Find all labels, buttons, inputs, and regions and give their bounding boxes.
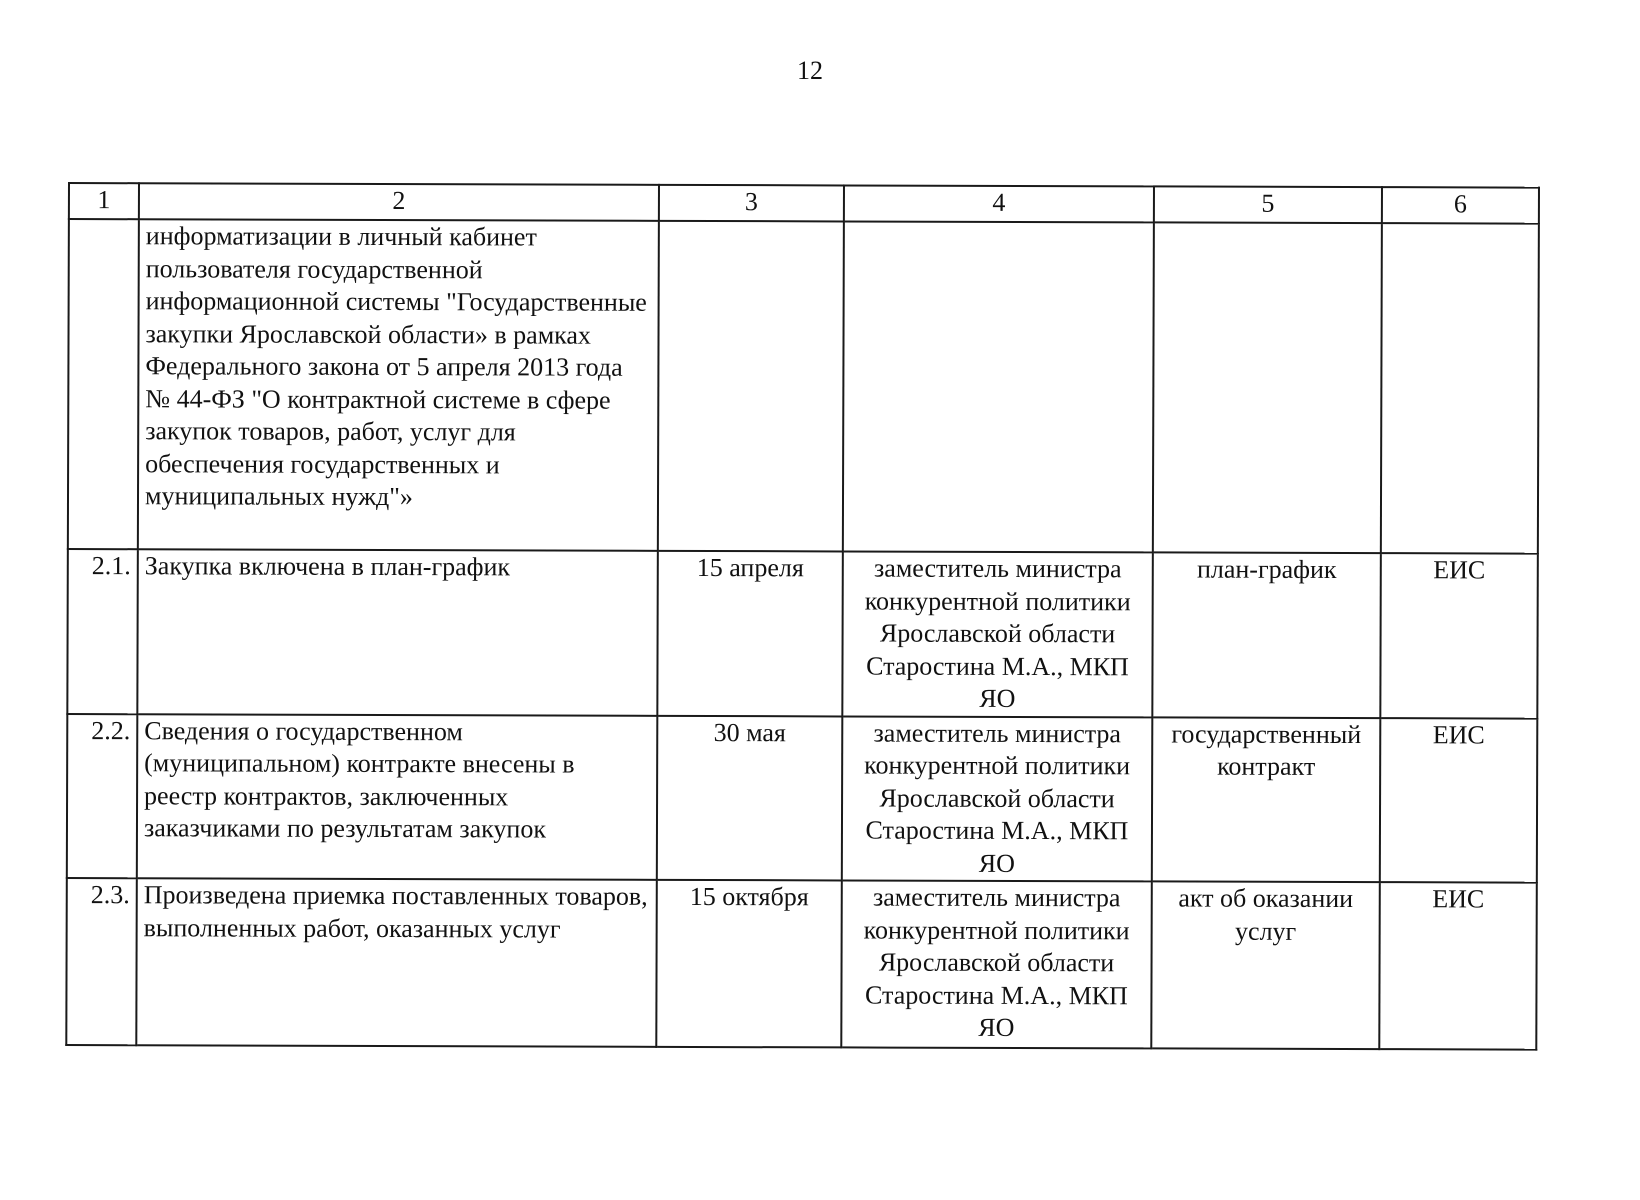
row-document-cell: план-график bbox=[1152, 552, 1381, 717]
row-description-cell: Сведения о государственном (муниципальном) контракте внесены в реестр контрактов, заключенных заказчиками по результатам закупок bbox=[137, 714, 658, 880]
column-number-5: 5 bbox=[1154, 186, 1382, 223]
row-date-cell: 30 мая bbox=[657, 715, 843, 880]
column-number-3: 3 bbox=[659, 185, 844, 222]
row-date-cell: 15 апреля bbox=[657, 551, 843, 716]
responsible-line: ЯО bbox=[978, 1012, 1015, 1042]
row-responsible-cell bbox=[843, 221, 1154, 552]
column-number-4: 4 bbox=[844, 185, 1154, 222]
responsible-line: Ярославской области bbox=[878, 947, 1115, 978]
table-row bbox=[67, 714, 1538, 883]
row-document-cell bbox=[1153, 222, 1382, 553]
table-row-continuation bbox=[68, 219, 1539, 554]
row-number-cell: 2.3. bbox=[66, 878, 137, 1045]
row-number-cell: 2.1. bbox=[67, 549, 138, 714]
responsible-line: конкурентной политики bbox=[864, 750, 1131, 781]
row-document-cell: государственный контракт bbox=[1152, 717, 1381, 882]
table-row bbox=[67, 549, 1538, 718]
responsible-line: Старостина М.А., МКП bbox=[866, 651, 1129, 681]
responsible-line: заместитель министра bbox=[873, 718, 1122, 748]
column-number-6: 6 bbox=[1382, 187, 1539, 223]
responsible-line: заместитель министра bbox=[874, 553, 1122, 584]
responsible-line: Ярославской области bbox=[879, 618, 1116, 649]
responsible-line: ЯО bbox=[979, 683, 1016, 713]
row-description-cell: информатизации в личный кабинет пользователя государственной информационной системы "Государственные закупки Ярославской области» в рамках Федерального закона от 5 апреля 2013 года № 44-ФЗ "О контрактной системе в сфере закупок товаров, работ, услуг для обеспечения государственных и муниципальных нужд"» bbox=[138, 219, 659, 551]
responsible-line: Старостина М.А., МКП bbox=[865, 980, 1128, 1010]
page-number: 12 bbox=[797, 56, 823, 85]
plan-table bbox=[65, 182, 1540, 1051]
responsible-line: конкурентной политики bbox=[863, 915, 1130, 945]
row-responsible-cell bbox=[841, 880, 1152, 1048]
responsible-line: Старостина М.А., МКП bbox=[865, 815, 1129, 846]
responsible-line: заместитель министра bbox=[872, 882, 1121, 913]
row-date-cell: 15 октября bbox=[656, 880, 842, 1048]
responsible-line: конкурентной политики bbox=[864, 586, 1131, 616]
column-number-1: 1 bbox=[69, 183, 139, 219]
row-responsible-cell bbox=[842, 551, 1153, 716]
row-document-cell: акт об оказании услуг bbox=[1151, 881, 1380, 1049]
row-description-cell: Закупка включена в план-график bbox=[137, 549, 658, 715]
row-system-cell: ЕИС bbox=[1380, 553, 1538, 718]
row-date-cell bbox=[658, 221, 844, 552]
table-row bbox=[66, 878, 1537, 1050]
column-number-row bbox=[69, 183, 1539, 224]
row-system-cell bbox=[1381, 223, 1539, 553]
responsible-line: ЯО bbox=[978, 848, 1015, 878]
row-number-cell bbox=[68, 219, 139, 549]
row-system-cell: ЕИС bbox=[1380, 718, 1538, 883]
column-number-2: 2 bbox=[139, 183, 659, 221]
row-responsible-cell bbox=[842, 716, 1153, 881]
responsible-line: Ярославской области bbox=[879, 783, 1115, 813]
row-description-cell: Произведена приемка поставленных товаров, выполненных работ, оказанных услуг bbox=[136, 878, 657, 1047]
row-number-cell: 2.2. bbox=[67, 714, 138, 879]
row-system-cell: ЕИС bbox=[1379, 882, 1537, 1049]
